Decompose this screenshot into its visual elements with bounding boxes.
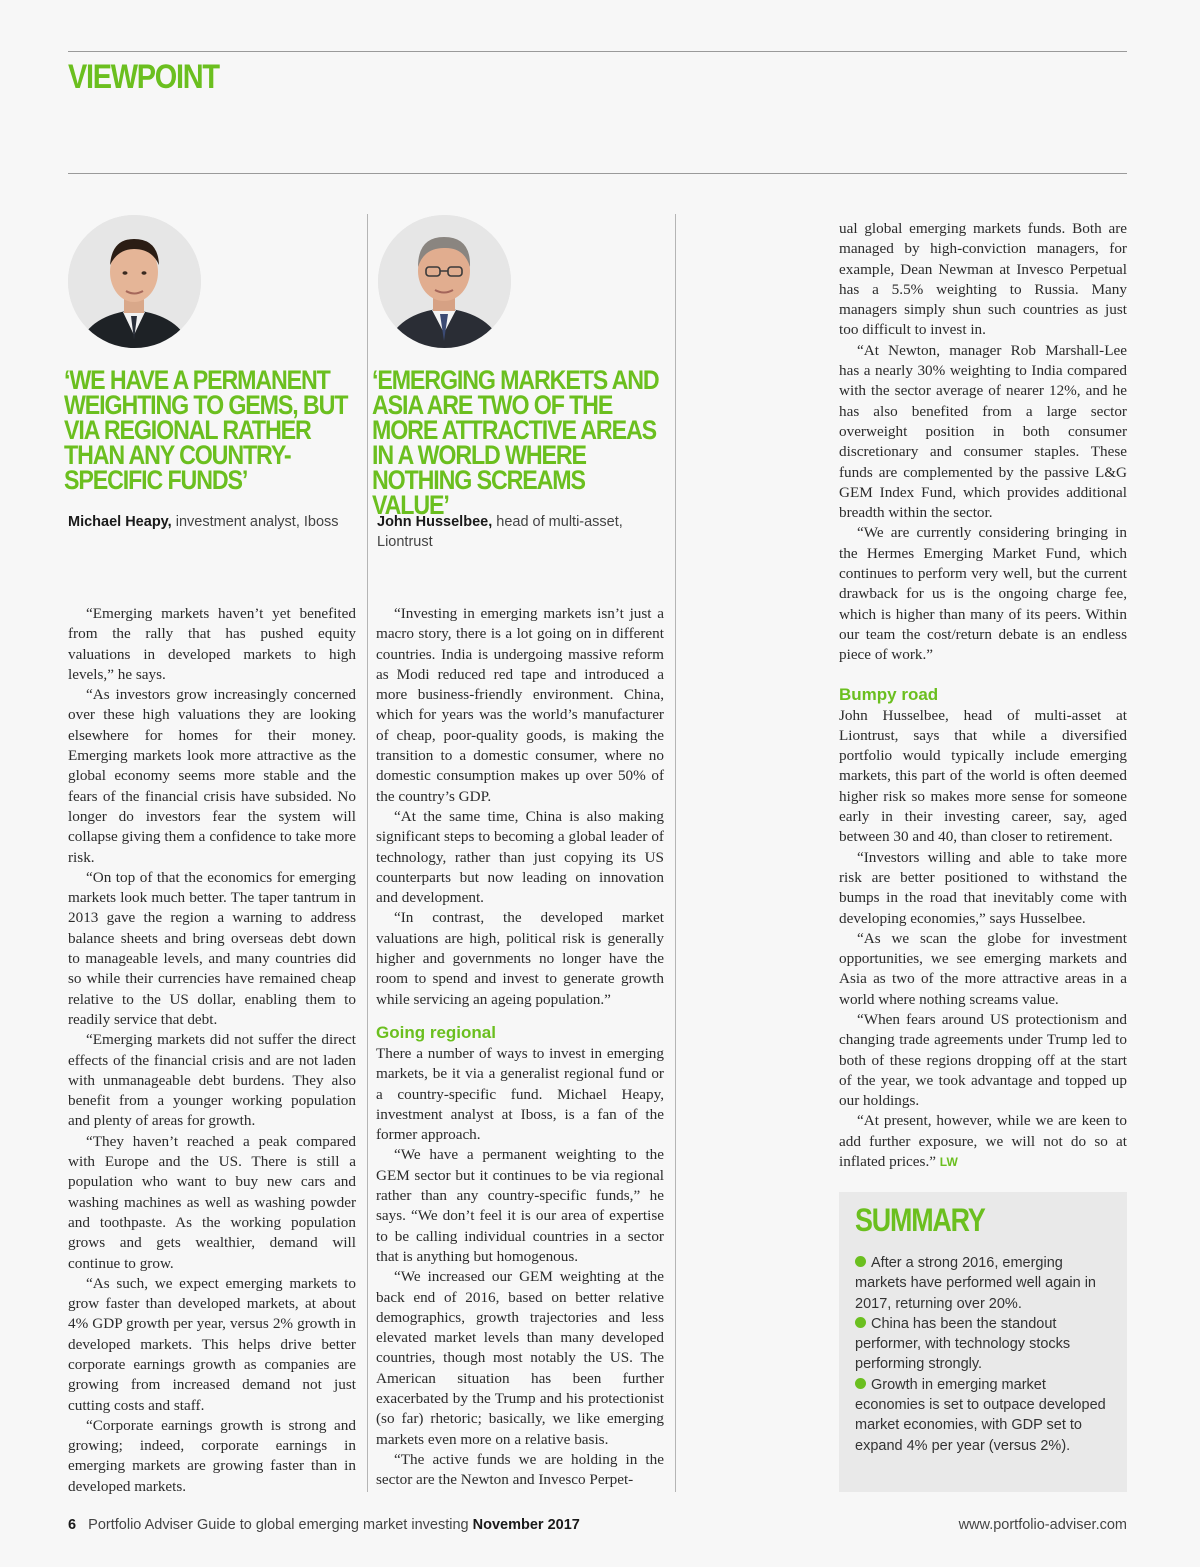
paragraph: “We increased our GEM weighting at the back end of 2016, based on better relative demographics, growth trajectories and less elevated market levels than many developed countries, though most notably the US. The American situation has been further exacerbated by the Trump and his protectionist (so far) rhetoric; basically, we like emerging markets even more on a relative basis. [376,1268,664,1448]
paragraph: “Corporate earnings growth is strong and growing; indeed, corporate earnings in emerging markets are growing faster than in developed markets. [68,1416,356,1495]
top-rule [68,51,1127,52]
byline-name: Michael Heapy, [68,514,172,530]
paragraph: John Husselbee, head of multi-asset at Liontrust, says that while a diversified portfolio would typically include emerging markets, this part of the world is often deemed higher risk so makes more sense for someone early in their investing career, say, aged between 30 and 40, than closer to retirement. [839,706,1127,846]
byline-name: John Husselbee, [377,514,493,530]
bullet-icon [855,1378,866,1389]
byline-husselbee [377,513,657,552]
paragraph [839,1111,1127,1172]
paragraph: “The active funds we are holding in the sector are the Newton and Invesco Perpet- [376,1450,664,1489]
summary-item-text: After a strong 2016, emerging markets have performed well again in 2017, returning over 20%. [855,1255,1096,1312]
summary-item [855,1314,1111,1375]
summary-title: SUMMARY [855,1202,985,1238]
paragraph: “We are currently considering bringing in the Hermes Emerging Market Fund, which continues to perform very well, but the current drawback for us is the ongoing charge fee, which is higher than many of its peers. Within our team the cost/return debate is an endless piece of work.” [839,524,1127,664]
paragraph: “Investing in emerging markets isn’t just a macro story, there is a lot going on in different countries. India is undergoing massive reform as Modi reduced red tape and introduced a more business-friendly environment. China, which for years was the world’s manufacturer of cheap, poor-quality goods, is making the transition to a domestic consumer, where no domestic consumption makes up over 50% of the country’s GDP. [376,605,664,805]
summary-item [855,1375,1111,1456]
summary-box [839,1192,1127,1492]
paragraph: “In contrast, the developed market valuations are high, political risk is generally higher and governments no longer have the room to spend and invest to generate growth while servicing an ageing population.” [376,909,664,1008]
pull-quote-heapy: ‘WE HAVE A PERMANENT WEIGHTING TO GEMS, BUT VIA REGIONAL RATHER THAN ANY COUNTRY-SPECIFIC FUNDS’ [64,365,348,495]
paragraph: “As such, we expect emerging markets to grow faster than developed markets, at about 4% GDP growth per year, versus 2% growth in developed markets. This helps drive better corporate earnings growth as companies are growing from increased demand not just cutting costs and staff. [68,1274,356,1414]
summary-item-text: China has been the standout performer, with technology stocks performing strongly. [855,1315,1071,1373]
paragraph: ual global emerging markets funds. Both are managed by high-conviction managers, for example, Dean Newman at Invesco Perpetual has a 5.5% weighting to Russia. Many managers simply shun such countries as just too difficult to invest in. [839,220,1127,339]
paragraph: “On top of that the economics for emerging markets look much better. The taper tantrum in 2013 gave the region a warning to address balance sheets and bring overseas debt down to manageable levels, and many countries did so while their currencies have remained cheap relative to the US dollar, enabling them to readily service that debt. [68,868,356,1028]
byline-role: investment analyst, Iboss [175,514,339,530]
article-column-3 [839,219,1127,1172]
byline-role: head of multi-asset, Liontrust [377,514,623,550]
paragraph: “We have a permanent weighting to the GEM sector but it continues to be via regional rather than any country-specific funds,” he says. “We don’t feel it is our area of expertise to be calling individual countries in a sector that is anything but homogenous. [376,1146,664,1265]
paragraph: “As investors grow increasingly concerned over these high valuations they are looking elsewhere for homes for their money. Emerging markets look more attractive as the global economy seems more stable and the fears of the financial crisis have subsided. No longer do investors fear the system will collapse giving them a confidence to take more risk. [68,686,356,866]
paragraph: “When fears around US protectionism and changing trade agreements under Trump led to both of these regions dropping off at the start of the year, we took advantage and topped up our holdings. [839,1010,1127,1110]
summary-item [855,1253,1111,1314]
paragraph-text: “At present, however, while we are keen to add further exposure, we will not do so at inflated prices.” [839,1112,1127,1171]
byline-heapy [68,513,348,533]
paragraph: “As we scan the globe for investment opportunities, we see emerging markets and Asia as two of the more attractive areas in a world where nothing screams value. [839,929,1127,1008]
page-number: 6 [68,1517,77,1533]
paragraph: “At the same time, China is also making significant steps to becoming a global leader of technology, rather than just copying its US counterparts but now leading on innovation and development. [376,807,664,907]
pull-quote-husselbee: ‘EMERGING MARKETS AND ASIA ARE TWO OF THE MORE ATTRACTIVE AREAS IN A WORLD WHERE NOTHING SCREAMS VALUE’ [372,365,659,520]
column-divider-1 [367,214,368,1492]
article-column-2 [376,604,664,1490]
paragraph: “Investors willing and able to take more risk are better positioned to withstand the bumps in the road that inevitably come with developing economies,” says Husselbee. [839,848,1127,927]
author-signoff: LW [939,1155,958,1170]
paragraph: “At Newton, manager Rob Marshall-Lee has a nearly 30% weighting to India compared with the sector average of nearer 12%, and he has also benefited from a large sector overweight position in both consumer discretionary and consumer staples. These funds are complemented by the passive L&G GEM Index Fund, which provides additional breadth within the sector. [839,341,1127,522]
subheading-bumpy-road: Bumpy road [839,684,939,704]
column-divider-2 [675,214,676,1492]
paragraph: “Emerging markets did not suffer the direct effects of the financial crisis and are not laden with unmanageable debt burdens. They also benefit from a younger working population and plenty of areas for growth. [68,1031,356,1130]
avatar-michael-heapy [68,215,201,348]
footer-url[interactable]: www.portfolio-adviser.com [958,1517,1127,1533]
bullet-icon [855,1317,866,1328]
paragraph: There a number of ways to invest in emerging markets, be it via a generalist regional fund or a country-specific fund. Michael Heapy, investment analyst at Iboss, is a fan of the former approach. [376,1044,664,1144]
paragraph: “They haven’t reached a peak compared with Europe and the US. There is still a population who want to buy new cars and washing machines as well as washing powder and toothpaste. As the working population grows and gets wealthier, demand will continue to grow. [68,1132,356,1272]
article-column-1 [68,604,356,1497]
bullet-icon [855,1256,866,1267]
section-label: VIEWPOINT [68,58,219,96]
issue-date: November 2017 [472,1517,580,1533]
avatar-john-husselbee [378,215,511,348]
publication-title: Portfolio Adviser Guide to global emerging market investing [88,1517,469,1533]
paragraph: “Emerging markets haven’t yet benefited from the rally that has pushed equity valuations in developed markets to high levels,” he says. [68,605,356,683]
footer-left [68,1517,580,1533]
summary-item-text: Growth in emerging market economies is set to outpace developed market economies, with GDP set to expand 4% per year (versus 2%). [855,1376,1106,1454]
header-bottom-rule [68,173,1127,174]
subheading-going-regional: Going regional [376,1022,496,1042]
